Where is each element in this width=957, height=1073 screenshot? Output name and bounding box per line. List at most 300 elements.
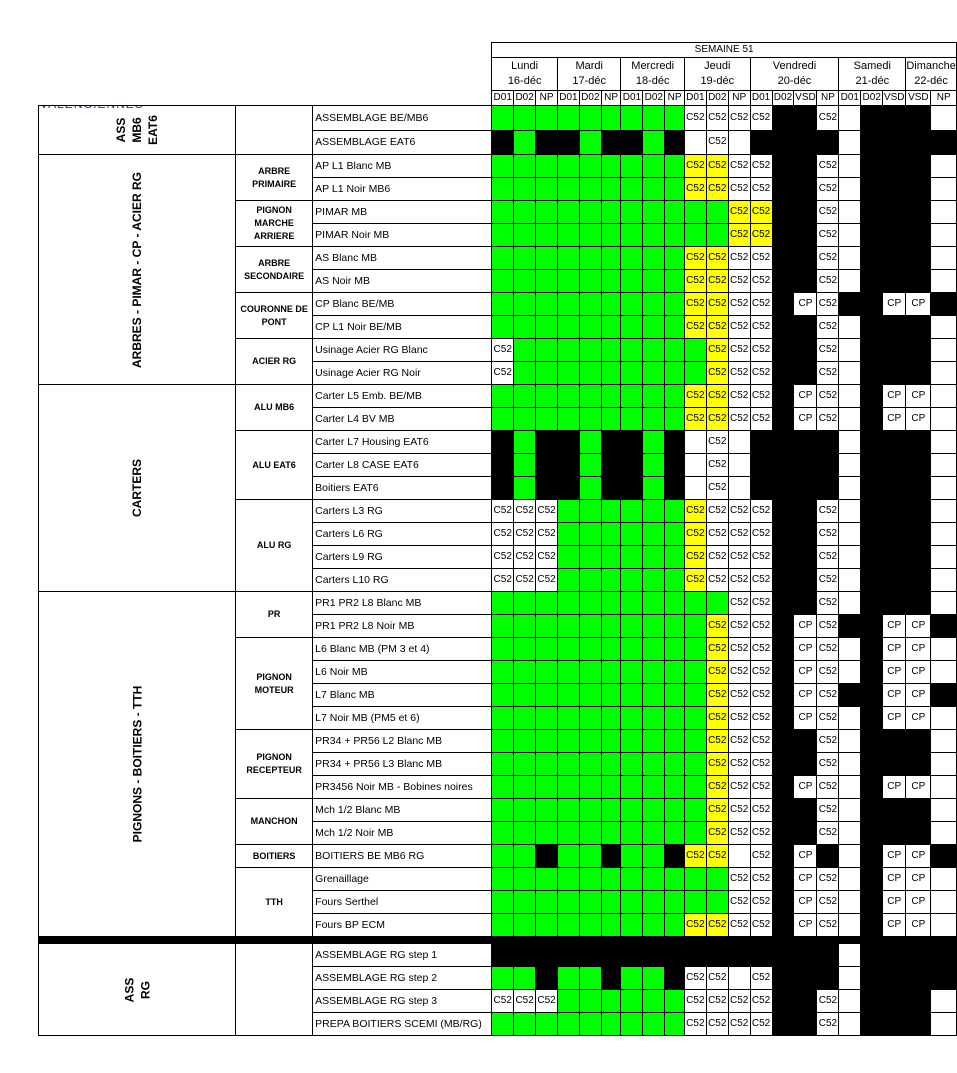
schedule-cell: CP	[883, 638, 906, 661]
section-line: RG	[138, 980, 152, 999]
schedule-cell	[536, 615, 558, 638]
schedule-cell	[931, 316, 957, 339]
schedule-cell: C52	[728, 615, 750, 638]
schedule-cell	[514, 753, 536, 776]
schedule-cell	[579, 201, 601, 224]
schedule-cell	[684, 201, 706, 224]
schedule-cell	[750, 454, 772, 477]
schedule-cell	[601, 845, 621, 868]
row-label: ASSEMBLAGE BE/MB6	[313, 106, 492, 131]
schedule-cell	[750, 431, 772, 454]
schedule-cell: C52	[728, 247, 750, 270]
schedule-cell	[558, 523, 580, 546]
schedule-cell	[558, 178, 580, 201]
schedule-cell	[514, 730, 536, 753]
schedule-cell: C52	[706, 753, 728, 776]
schedule-cell	[931, 546, 957, 569]
group-label: PR	[236, 592, 313, 638]
schedule-row	[39, 385, 957, 408]
schedule-cell	[665, 178, 685, 201]
schedule-cell	[514, 707, 536, 730]
schedule-cell	[579, 178, 601, 201]
schedule-cell	[601, 990, 621, 1013]
schedule-cell: C52	[750, 385, 772, 408]
row-label: PREPA BOITIERS SCEMI (MB/RG)	[313, 1013, 492, 1036]
schedule-cell: C52	[684, 316, 706, 339]
schedule-cell	[931, 845, 957, 868]
production-schedule-table	[38, 42, 957, 1036]
section-label	[39, 592, 236, 937]
schedule-cell	[514, 967, 536, 990]
schedule-cell	[579, 661, 601, 684]
schedule-cell	[906, 431, 931, 454]
schedule-cell	[621, 224, 643, 247]
schedule-cell: C52	[817, 362, 839, 385]
schedule-cell	[492, 477, 514, 500]
schedule-cell	[601, 224, 621, 247]
schedule-cell	[514, 454, 536, 477]
schedule-cell	[772, 944, 794, 967]
schedule-cell	[492, 454, 514, 477]
schedule-cell	[621, 316, 643, 339]
schedule-cell	[706, 592, 728, 615]
schedule-cell	[883, 592, 906, 615]
schedule-cell	[906, 270, 931, 293]
schedule-cell: CP	[794, 845, 817, 868]
schedule-cell	[536, 944, 558, 967]
schedule-cell	[621, 408, 643, 431]
schedule-cell	[906, 592, 931, 615]
schedule-cell	[558, 776, 580, 799]
schedule-cell	[684, 753, 706, 776]
schedule-cell: C52	[684, 845, 706, 868]
schedule-cell	[558, 569, 580, 592]
schedule-cell	[861, 224, 883, 247]
schedule-cell	[772, 638, 794, 661]
section-name	[129, 686, 145, 843]
row-label: Carter L7 Housing EAT6	[313, 431, 492, 454]
schedule-cell	[579, 868, 601, 891]
schedule-cell	[579, 891, 601, 914]
group-label: MANCHON	[236, 799, 313, 845]
schedule-cell	[621, 1013, 643, 1036]
schedule-cell	[601, 155, 621, 178]
schedule-cell: C52	[750, 822, 772, 845]
schedule-cell	[558, 845, 580, 868]
schedule-cell	[643, 130, 665, 155]
schedule-cell	[579, 944, 601, 967]
schedule-cell	[514, 270, 536, 293]
schedule-cell	[643, 431, 665, 454]
schedule-cell: C52	[750, 638, 772, 661]
schedule-cell	[643, 270, 665, 293]
schedule-cell	[536, 845, 558, 868]
schedule-cell	[931, 990, 957, 1013]
section-line: ARBRES - PIMAR - CP - ACIER RG	[130, 171, 145, 368]
group-label	[236, 944, 313, 1036]
schedule-cell: CP	[794, 776, 817, 799]
schedule-cell	[621, 201, 643, 224]
schedule-cell: CP	[906, 385, 931, 408]
schedule-cell	[558, 684, 580, 707]
schedule-cell	[536, 1013, 558, 1036]
schedule-cell	[665, 730, 685, 753]
schedule-cell	[794, 1013, 817, 1036]
schedule-cell: C52	[817, 914, 839, 937]
schedule-cell	[665, 293, 685, 316]
schedule-cell	[839, 776, 861, 799]
schedule-cell: C52	[817, 523, 839, 546]
schedule-cell	[558, 201, 580, 224]
schedule-cell	[839, 753, 861, 776]
schedule-cell	[601, 799, 621, 822]
schedule-cell	[665, 638, 685, 661]
schedule-cell	[665, 944, 685, 967]
schedule-cell	[536, 178, 558, 201]
schedule-cell	[536, 224, 558, 247]
schedule-cell	[931, 247, 957, 270]
schedule-cell	[839, 155, 861, 178]
schedule-cell	[931, 500, 957, 523]
schedule-cell: C52	[750, 106, 772, 131]
schedule-cell: C52	[728, 316, 750, 339]
schedule-cell	[643, 868, 665, 891]
schedule-cell	[558, 944, 580, 967]
schedule-cell: C52	[728, 270, 750, 293]
schedule-cell	[906, 316, 931, 339]
schedule-cell	[839, 799, 861, 822]
schedule-cell	[536, 247, 558, 270]
schedule-cell	[536, 130, 558, 155]
schedule-cell	[684, 822, 706, 845]
schedule-cell	[728, 431, 750, 454]
schedule-cell: C52	[706, 500, 728, 523]
schedule-cell	[558, 592, 580, 615]
schedule-cell	[643, 592, 665, 615]
schedule-cell: C52	[728, 799, 750, 822]
schedule-cell	[492, 868, 514, 891]
schedule-cell: C52	[706, 106, 728, 131]
schedule-cell	[601, 868, 621, 891]
schedule-cell	[839, 661, 861, 684]
schedule-cell	[579, 130, 601, 155]
schedule-cell	[492, 753, 514, 776]
schedule-cell	[931, 523, 957, 546]
schedule-cell: C52	[750, 362, 772, 385]
schedule-cell	[839, 845, 861, 868]
section-line: ASS	[114, 117, 129, 143]
schedule-cell: C52	[706, 638, 728, 661]
schedule-cell	[601, 316, 621, 339]
schedule-cell	[558, 385, 580, 408]
shift-code: D02	[772, 91, 794, 106]
schedule-cell	[643, 776, 665, 799]
schedule-cell	[794, 270, 817, 293]
schedule-cell	[536, 799, 558, 822]
schedule-cell	[931, 155, 957, 178]
schedule-cell: C52	[817, 569, 839, 592]
schedule-cell	[579, 822, 601, 845]
schedule-cell: CP	[794, 385, 817, 408]
schedule-cell	[665, 523, 685, 546]
schedule-cell	[684, 684, 706, 707]
schedule-cell	[643, 201, 665, 224]
schedule-cell	[794, 339, 817, 362]
header-blank	[39, 43, 492, 58]
schedule-cell: C52	[514, 500, 536, 523]
schedule-cell	[601, 914, 621, 937]
schedule-cell	[684, 661, 706, 684]
shift-code: D01	[558, 91, 580, 106]
schedule-cell: C52	[750, 730, 772, 753]
schedule-cell	[621, 106, 643, 131]
schedule-cell	[492, 201, 514, 224]
schedule-cell	[621, 270, 643, 293]
schedule-cell: C52	[817, 178, 839, 201]
schedule-cell	[861, 385, 883, 408]
row-label: ASSEMBLAGE RG step 1	[313, 944, 492, 967]
schedule-cell: C52	[750, 546, 772, 569]
week-label: SEMAINE 51	[492, 43, 957, 58]
schedule-cell	[643, 477, 665, 500]
group-label: PIGNON MARCHE ARRIERE	[236, 201, 313, 247]
row-label: PR34 + PR56 L2 Blanc MB	[313, 730, 492, 753]
schedule-cell: C52	[750, 1013, 772, 1036]
schedule-cell	[621, 730, 643, 753]
schedule-cell	[684, 730, 706, 753]
schedule-cell	[883, 477, 906, 500]
schedule-cell	[839, 362, 861, 385]
schedule-cell	[839, 178, 861, 201]
schedule-cell: C52	[706, 270, 728, 293]
schedule-cell	[794, 569, 817, 592]
schedule-cell	[706, 944, 728, 967]
row-label: L7 Blanc MB	[313, 684, 492, 707]
schedule-cell	[558, 661, 580, 684]
schedule-cell	[665, 408, 685, 431]
schedule-cell	[839, 106, 861, 131]
schedule-cell: C52	[817, 316, 839, 339]
schedule-cell	[794, 967, 817, 990]
schedule-cell	[558, 868, 580, 891]
schedule-cell	[514, 845, 536, 868]
schedule-cell	[861, 270, 883, 293]
schedule-cell	[601, 753, 621, 776]
schedule-cell	[772, 592, 794, 615]
schedule-cell	[536, 339, 558, 362]
shift-code: NP	[536, 91, 558, 106]
schedule-cell	[861, 523, 883, 546]
schedule-cell	[931, 868, 957, 891]
schedule-cell	[579, 270, 601, 293]
schedule-cell	[861, 845, 883, 868]
schedule-cell: C52	[750, 753, 772, 776]
schedule-cell	[839, 523, 861, 546]
schedule-cell: C52	[706, 408, 728, 431]
schedule-cell: C52	[750, 270, 772, 293]
schedule-cell: C52	[684, 546, 706, 569]
schedule-cell	[772, 1013, 794, 1036]
shift-code: NP	[817, 91, 839, 106]
schedule-cell	[883, 362, 906, 385]
schedule-cell	[772, 822, 794, 845]
schedule-cell: CP	[906, 684, 931, 707]
row-label: AS Noir MB	[313, 270, 492, 293]
schedule-cell	[684, 707, 706, 730]
schedule-cell: C52	[492, 546, 514, 569]
shift-code: NP	[728, 91, 750, 106]
schedule-cell: C52	[706, 569, 728, 592]
schedule-cell	[621, 914, 643, 937]
schedule-cell: C52	[684, 385, 706, 408]
schedule-cell: C52	[750, 178, 772, 201]
row-label: Mch 1/2 Blanc MB	[313, 799, 492, 822]
schedule-cell: CP	[906, 638, 931, 661]
schedule-cell	[621, 661, 643, 684]
schedule-cell	[536, 155, 558, 178]
schedule-cell	[861, 868, 883, 891]
schedule-cell	[492, 776, 514, 799]
schedule-cell	[794, 523, 817, 546]
day-date: 16-déc	[507, 75, 542, 87]
schedule-cell	[492, 730, 514, 753]
schedule-cell	[772, 316, 794, 339]
row-label: Carter L5 Emb. BE/MB	[313, 385, 492, 408]
schedule-cell: C52	[750, 990, 772, 1013]
row-label: ASSEMBLAGE EAT6	[313, 130, 492, 155]
schedule-cell	[665, 615, 685, 638]
schedule-cell	[492, 316, 514, 339]
schedule-cell	[861, 178, 883, 201]
schedule-cell: C52	[536, 990, 558, 1013]
schedule-cell	[643, 106, 665, 131]
group-label: ALU MB6	[236, 385, 313, 431]
schedule-cell: C52	[492, 569, 514, 592]
group-label	[236, 106, 313, 155]
schedule-cell	[558, 546, 580, 569]
schedule-cell	[931, 454, 957, 477]
schedule-cell	[665, 339, 685, 362]
schedule-cell	[794, 201, 817, 224]
schedule-cell: C52	[750, 967, 772, 990]
row-label: PR1 PR2 L8 Blanc MB	[313, 592, 492, 615]
schedule-cell	[492, 707, 514, 730]
schedule-cell	[684, 615, 706, 638]
schedule-cell	[621, 753, 643, 776]
schedule-cell	[906, 799, 931, 822]
row-label: Fours Serthel	[313, 891, 492, 914]
schedule-cell	[643, 523, 665, 546]
schedule-cell: C52	[706, 130, 728, 155]
schedule-cell	[883, 201, 906, 224]
schedule-cell	[665, 1013, 685, 1036]
schedule-cell	[750, 130, 772, 155]
schedule-cell	[579, 592, 601, 615]
schedule-cell	[684, 891, 706, 914]
schedule-cell: CP	[883, 615, 906, 638]
schedule-cell: C52	[684, 293, 706, 316]
schedule-cell	[579, 106, 601, 131]
schedule-cell	[601, 130, 621, 155]
schedule-cell	[536, 454, 558, 477]
schedule-cell	[684, 776, 706, 799]
schedule-cell: C52	[728, 822, 750, 845]
schedule-cell	[794, 477, 817, 500]
schedule-cell	[492, 845, 514, 868]
schedule-cell	[601, 106, 621, 131]
schedule-cell	[665, 967, 685, 990]
schedule-cell	[883, 523, 906, 546]
section-label	[39, 385, 236, 592]
section-label	[39, 944, 236, 1036]
schedule-cell	[514, 822, 536, 845]
shift-code: D01	[750, 91, 772, 106]
schedule-cell: C52	[817, 500, 839, 523]
schedule-cell	[514, 106, 536, 131]
schedule-cell	[601, 615, 621, 638]
schedule-cell: C52	[492, 990, 514, 1013]
schedule-cell	[601, 178, 621, 201]
schedule-cell	[772, 891, 794, 914]
schedule-cell	[514, 247, 536, 270]
schedule-cell: C52	[492, 339, 514, 362]
schedule-cell	[772, 178, 794, 201]
schedule-cell	[931, 362, 957, 385]
schedule-cell	[601, 523, 621, 546]
schedule-cell: C52	[728, 707, 750, 730]
schedule-cell: CP	[883, 293, 906, 316]
schedule-cell	[772, 707, 794, 730]
schedule-cell	[684, 638, 706, 661]
schedule-cell: C52	[728, 661, 750, 684]
schedule-cell	[621, 293, 643, 316]
schedule-cell	[931, 270, 957, 293]
shift-code: VSD	[794, 91, 817, 106]
schedule-cell	[861, 615, 883, 638]
schedule-cell: C52	[706, 431, 728, 454]
schedule-cell	[772, 362, 794, 385]
schedule-cell: C52	[817, 638, 839, 661]
schedule-cell	[579, 730, 601, 753]
schedule-cell: C52	[514, 546, 536, 569]
schedule-cell	[492, 293, 514, 316]
schedule-cell: C52	[817, 339, 839, 362]
schedule-cell	[906, 224, 931, 247]
schedule-cell	[883, 431, 906, 454]
schedule-cell	[579, 707, 601, 730]
schedule-cell	[861, 247, 883, 270]
schedule-cell	[706, 868, 728, 891]
schedule-cell	[601, 408, 621, 431]
schedule-cell	[601, 247, 621, 270]
schedule-cell	[536, 385, 558, 408]
schedule-cell	[643, 339, 665, 362]
schedule-cell	[665, 224, 685, 247]
schedule-cell	[772, 270, 794, 293]
schedule-cell	[536, 707, 558, 730]
schedule-cell: C52	[684, 990, 706, 1013]
schedule-cell	[931, 431, 957, 454]
schedule-cell	[861, 638, 883, 661]
schedule-cell	[794, 247, 817, 270]
shift-code: NP	[665, 91, 685, 106]
schedule-cell	[794, 500, 817, 523]
schedule-cell	[536, 592, 558, 615]
schedule-cell	[772, 523, 794, 546]
schedule-cell	[621, 990, 643, 1013]
row-label: L6 Blanc MB (PM 3 et 4)	[313, 638, 492, 661]
row-label: Usinage Acier RG Noir	[313, 362, 492, 385]
